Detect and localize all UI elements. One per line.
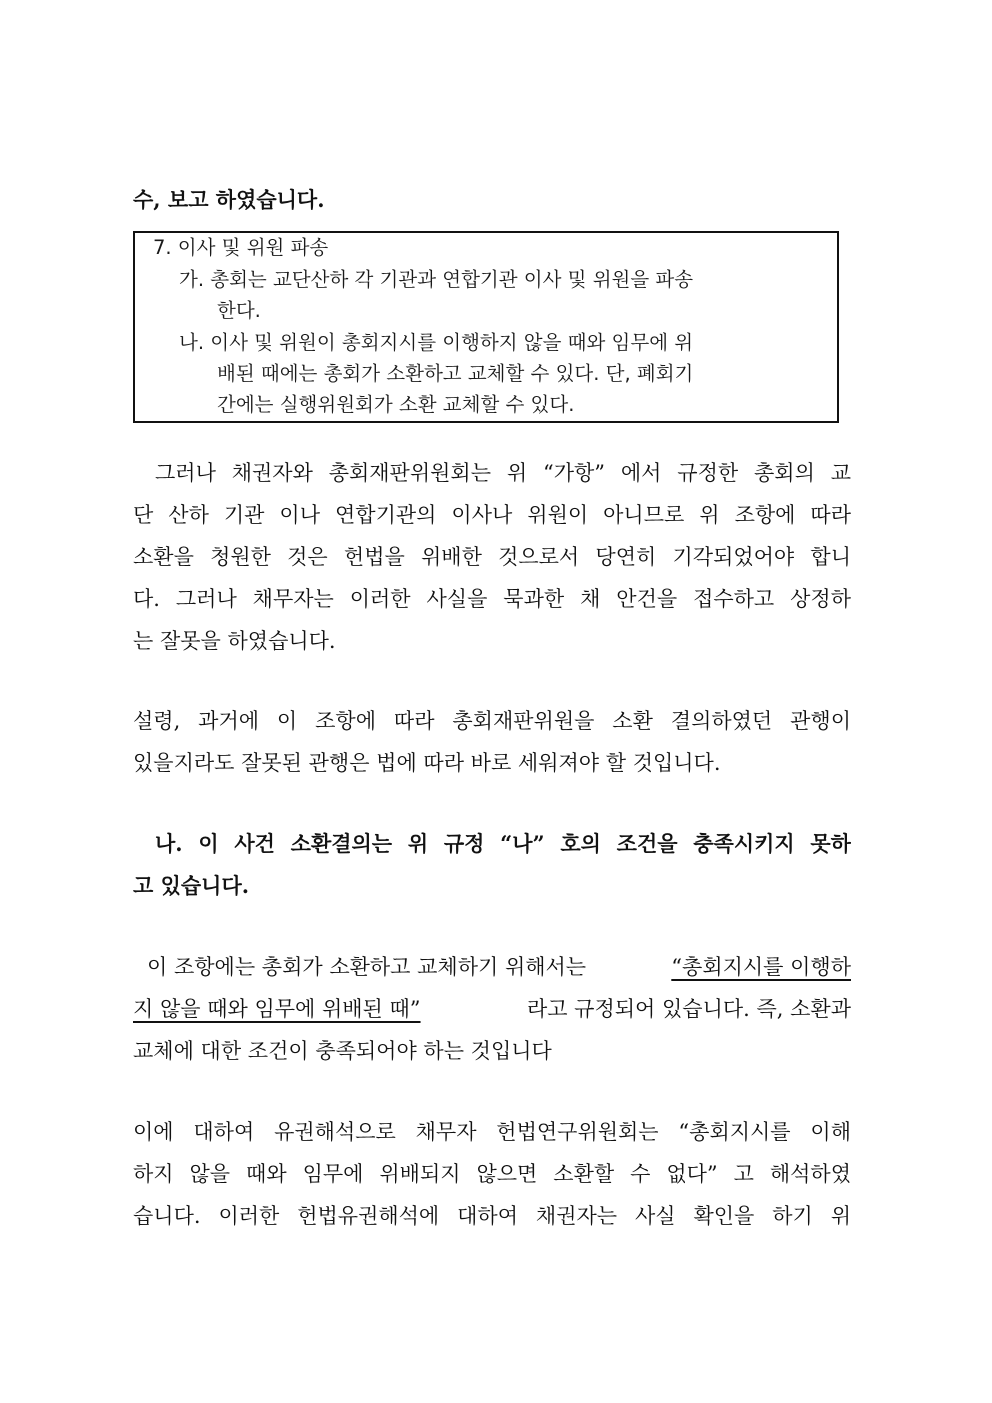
para1-line3: 소환을 청원한 것은 헌법을 위배한 것으로서 당연히 기각되었어야 합니 xyxy=(133,545,851,569)
para1-line4: 다. 그러나 채무자는 이러한 사실을 묵과한 채 안건을 접수하고 상정하 xyxy=(133,587,851,611)
box-item-title: 7. 이사 및 위원 파송 xyxy=(153,236,329,259)
box-na-line1: 나. 이사 및 위원이 총회지시를 이행하지 않을 때와 임무에 위 xyxy=(179,331,694,354)
para3-line1 xyxy=(133,953,851,981)
para3-line2 xyxy=(133,995,851,1023)
section-heading-na-line2: 고 있습니다. xyxy=(133,873,250,898)
para3-line1-underlined: “총회지시를 이행하 xyxy=(671,955,851,979)
para2-line1: 설령, 과거에 이 조항에 따라 총회재판위원을 소환 결의하였던 관행이 xyxy=(133,709,851,733)
para1-line5: 는 잘못을 하였습니다. xyxy=(133,629,336,653)
para3-line2-underlined: 지 않을 때와 임무에 위배된 때” xyxy=(133,997,421,1021)
para4-line2: 하지 않을 때와 임무에 위배되지 않으면 소환할 수 없다” 고 해석하였 xyxy=(133,1162,851,1186)
para1-line2: 단 산하 기관 이나 연합기관의 이사나 위원이 아니므로 위 조항에 따라 xyxy=(133,503,851,527)
section-heading-na-line1: 나. 이 사건 소환결의는 위 규정 “나” 호의 조건을 충족시키지 못하 xyxy=(155,831,851,856)
quoted-regulation-box xyxy=(133,231,839,423)
para3-line2-text: 라고 규정되어 있습니다. 즉, 소환과 xyxy=(526,997,851,1021)
box-na-line2: 배된 때에는 총회가 소환하고 교체할 수 있다. 단, 폐회기 xyxy=(217,362,694,385)
para2-line2: 있을지라도 잘못된 관행은 법에 따라 바로 세워져야 할 것입니다. xyxy=(133,751,721,775)
para4-line1: 이에 대하여 유권해석으로 채무자 헌법연구위원회는 “총회지시를 이해 xyxy=(133,1120,851,1144)
para1-line1: 그러나 채권자와 총회재판위원회는 위 “가항” 에서 규정한 총회의 교 xyxy=(155,461,851,485)
box-ga-line2: 한다. xyxy=(217,299,261,322)
intro-line: 수, 보고 하였습니다. xyxy=(133,187,325,212)
box-na-line3: 간에는 실행위원회가 소환 교체할 수 있다. xyxy=(217,393,575,416)
box-ga-line1: 가. 총회는 교단산하 각 기관과 연합기관 이사 및 위원을 파송 xyxy=(179,268,694,291)
para3-line3: 교체에 대한 조건이 충족되어야 하는 것입니다 xyxy=(133,1039,552,1063)
para4-line3: 습니다. 이러한 헌법유권해석에 대하여 채권자는 사실 확인을 하기 위 xyxy=(133,1204,851,1228)
para3-line1-text: 이 조항에는 총회가 소환하고 교체하기 위해서는 xyxy=(147,955,587,979)
